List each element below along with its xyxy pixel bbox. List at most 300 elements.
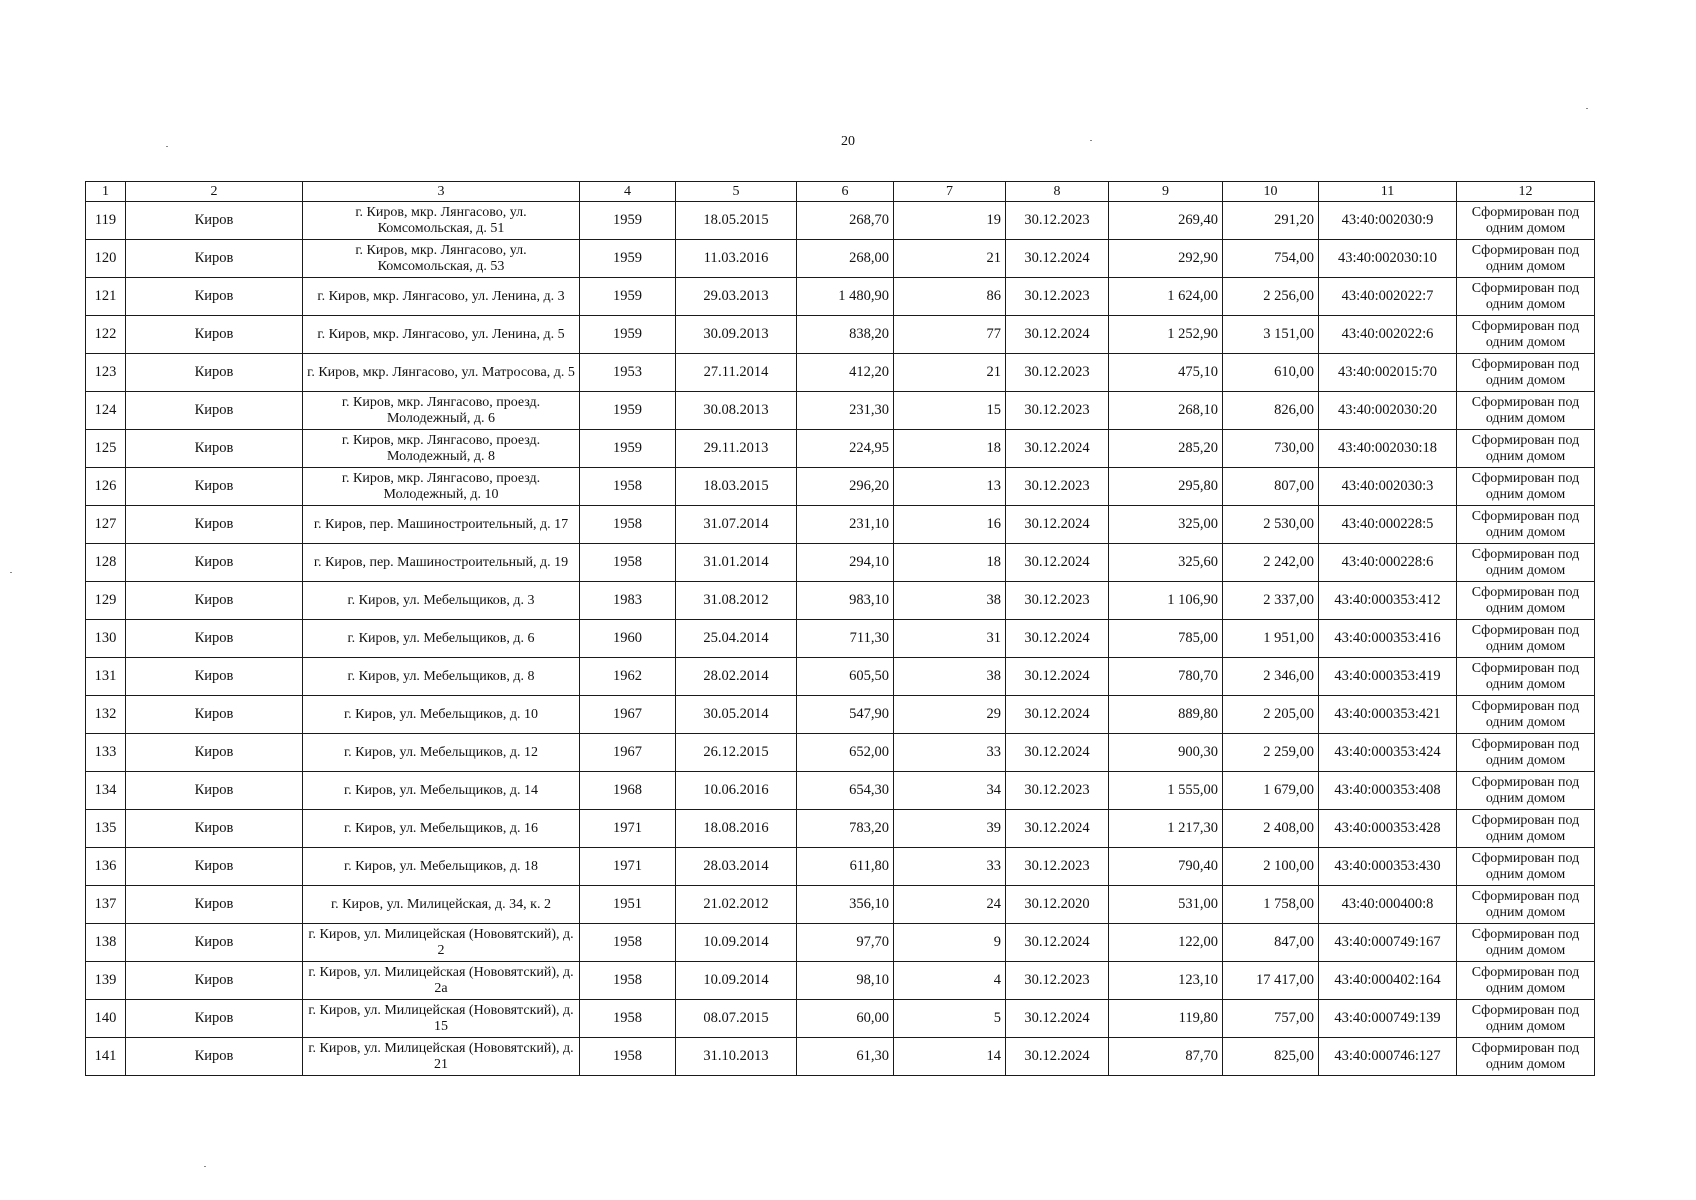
year-built-cell: 1959 xyxy=(580,240,676,278)
city-cell: Киров xyxy=(126,696,303,734)
status-cell: Сформирован под одним домом xyxy=(1457,962,1595,1000)
date-cell: 31.10.2013 xyxy=(676,1038,797,1076)
column-header: 5 xyxy=(676,182,797,202)
residents-cell: 4 xyxy=(894,962,1006,1000)
area-total-cell: 269,40 xyxy=(1109,202,1223,240)
table-row xyxy=(86,316,1595,354)
planned-date-cell: 30.12.2024 xyxy=(1006,430,1109,468)
date-cell: 30.08.2013 xyxy=(676,392,797,430)
row-number-cell: 137 xyxy=(86,886,126,924)
area-cell: 711,30 xyxy=(797,620,894,658)
residents-cell: 39 xyxy=(894,810,1006,848)
area-total-cell: 1 217,30 xyxy=(1109,810,1223,848)
planned-date-cell: 30.12.2023 xyxy=(1006,962,1109,1000)
area-cell: 783,20 xyxy=(797,810,894,848)
cadastral-number-cell: 43:40:000749:167 xyxy=(1319,924,1457,962)
address-cell: г. Киров, мкр. Лянгасово, ул. Комсомольская, д. 53 xyxy=(303,240,580,278)
residents-cell: 15 xyxy=(894,392,1006,430)
residents-cell: 5 xyxy=(894,1000,1006,1038)
planned-date-cell: 30.12.2024 xyxy=(1006,696,1109,734)
address-cell: г. Киров, ул. Мебельщиков, д. 16 xyxy=(303,810,580,848)
cadastral-number-cell: 43:40:000353:428 xyxy=(1319,810,1457,848)
date-cell: 18.05.2015 xyxy=(676,202,797,240)
residents-cell: 19 xyxy=(894,202,1006,240)
cadastral-number-cell: 43:40:000400:8 xyxy=(1319,886,1457,924)
area-cell: 654,30 xyxy=(797,772,894,810)
date-cell: 30.09.2013 xyxy=(676,316,797,354)
land-area-cell: 3 151,00 xyxy=(1223,316,1319,354)
year-built-cell: 1958 xyxy=(580,506,676,544)
area-cell: 605,50 xyxy=(797,658,894,696)
cadastral-number-cell: 43:40:002022:6 xyxy=(1319,316,1457,354)
area-cell: 1 480,90 xyxy=(797,278,894,316)
table-row xyxy=(86,430,1595,468)
planned-date-cell: 30.12.2024 xyxy=(1006,658,1109,696)
row-number-cell: 136 xyxy=(86,848,126,886)
year-built-cell: 1958 xyxy=(580,1038,676,1076)
city-cell: Киров xyxy=(126,848,303,886)
status-cell: Сформирован под одним домом xyxy=(1457,886,1595,924)
residents-cell: 34 xyxy=(894,772,1006,810)
land-area-cell: 2 205,00 xyxy=(1223,696,1319,734)
cadastral-number-cell: 43:40:000746:127 xyxy=(1319,1038,1457,1076)
land-area-cell: 17 417,00 xyxy=(1223,962,1319,1000)
planned-date-cell: 30.12.2023 xyxy=(1006,772,1109,810)
area-total-cell: 87,70 xyxy=(1109,1038,1223,1076)
address-cell: г. Киров, ул. Мебельщиков, д. 14 xyxy=(303,772,580,810)
cadastral-number-cell: 43:40:002030:20 xyxy=(1319,392,1457,430)
area-total-cell: 295,80 xyxy=(1109,468,1223,506)
column-header: 8 xyxy=(1006,182,1109,202)
date-cell: 30.05.2014 xyxy=(676,696,797,734)
address-cell: г. Киров, ул. Милицейская (Нововятский), д. 21 xyxy=(303,1038,580,1076)
residents-cell: 33 xyxy=(894,734,1006,772)
residents-cell: 77 xyxy=(894,316,1006,354)
row-number-cell: 120 xyxy=(86,240,126,278)
address-cell: г. Киров, ул. Милицейская (Нововятский), д. 2а xyxy=(303,962,580,1000)
city-cell: Киров xyxy=(126,544,303,582)
scan-speck xyxy=(204,1166,206,1167)
date-cell: 10.09.2014 xyxy=(676,962,797,1000)
land-area-cell: 2 100,00 xyxy=(1223,848,1319,886)
date-cell: 31.07.2014 xyxy=(676,506,797,544)
city-cell: Киров xyxy=(126,772,303,810)
year-built-cell: 1958 xyxy=(580,468,676,506)
area-cell: 61,30 xyxy=(797,1038,894,1076)
status-cell: Сформирован под одним домом xyxy=(1457,810,1595,848)
status-cell: Сформирован под одним домом xyxy=(1457,392,1595,430)
city-cell: Киров xyxy=(126,316,303,354)
row-number-cell: 131 xyxy=(86,658,126,696)
area-cell: 356,10 xyxy=(797,886,894,924)
year-built-cell: 1960 xyxy=(580,620,676,658)
land-area-cell: 2 337,00 xyxy=(1223,582,1319,620)
residents-cell: 9 xyxy=(894,924,1006,962)
status-cell: Сформирован под одним домом xyxy=(1457,316,1595,354)
land-area-cell: 754,00 xyxy=(1223,240,1319,278)
row-number-cell: 127 xyxy=(86,506,126,544)
cadastral-number-cell: 43:40:000402:164 xyxy=(1319,962,1457,1000)
status-cell: Сформирован под одним домом xyxy=(1457,772,1595,810)
table-row xyxy=(86,848,1595,886)
year-built-cell: 1958 xyxy=(580,962,676,1000)
planned-date-cell: 30.12.2023 xyxy=(1006,582,1109,620)
city-cell: Киров xyxy=(126,430,303,468)
column-header: 3 xyxy=(303,182,580,202)
area-cell: 412,20 xyxy=(797,354,894,392)
cadastral-number-cell: 43:40:002022:7 xyxy=(1319,278,1457,316)
cadastral-number-cell: 43:40:000353:412 xyxy=(1319,582,1457,620)
land-area-cell: 2 530,00 xyxy=(1223,506,1319,544)
address-cell: г. Киров, пер. Машиностроительный, д. 19 xyxy=(303,544,580,582)
planned-date-cell: 30.12.2024 xyxy=(1006,924,1109,962)
date-cell: 18.08.2016 xyxy=(676,810,797,848)
land-area-cell: 730,00 xyxy=(1223,430,1319,468)
city-cell: Киров xyxy=(126,1038,303,1076)
row-number-cell: 133 xyxy=(86,734,126,772)
table-row xyxy=(86,734,1595,772)
status-cell: Сформирован под одним домом xyxy=(1457,924,1595,962)
year-built-cell: 1959 xyxy=(580,202,676,240)
area-total-cell: 790,40 xyxy=(1109,848,1223,886)
planned-date-cell: 30.12.2023 xyxy=(1006,354,1109,392)
area-total-cell: 889,80 xyxy=(1109,696,1223,734)
planned-date-cell: 30.12.2023 xyxy=(1006,202,1109,240)
address-cell: г. Киров, ул. Милицейская (Нововятский), д. 15 xyxy=(303,1000,580,1038)
status-cell: Сформирован под одним домом xyxy=(1457,658,1595,696)
row-number-cell: 121 xyxy=(86,278,126,316)
city-cell: Киров xyxy=(126,354,303,392)
land-area-cell: 2 256,00 xyxy=(1223,278,1319,316)
row-number-cell: 135 xyxy=(86,810,126,848)
planned-date-cell: 30.12.2024 xyxy=(1006,1000,1109,1038)
cadastral-number-cell: 43:40:000353:421 xyxy=(1319,696,1457,734)
row-number-cell: 129 xyxy=(86,582,126,620)
address-cell: г. Киров, мкр. Лянгасово, проезд. Молодежный, д. 10 xyxy=(303,468,580,506)
address-cell: г. Киров, мкр. Лянгасово, проезд. Молодежный, д. 8 xyxy=(303,430,580,468)
area-total-cell: 1 624,00 xyxy=(1109,278,1223,316)
area-cell: 231,10 xyxy=(797,506,894,544)
city-cell: Киров xyxy=(126,202,303,240)
planned-date-cell: 30.12.2024 xyxy=(1006,620,1109,658)
planned-date-cell: 30.12.2024 xyxy=(1006,506,1109,544)
table-row xyxy=(86,962,1595,1000)
table-row xyxy=(86,392,1595,430)
city-cell: Киров xyxy=(126,582,303,620)
cadastral-number-cell: 43:40:000749:139 xyxy=(1319,1000,1457,1038)
row-number-cell: 128 xyxy=(86,544,126,582)
status-cell: Сформирован под одним домом xyxy=(1457,278,1595,316)
status-cell: Сформирован под одним домом xyxy=(1457,506,1595,544)
status-cell: Сформирован под одним домом xyxy=(1457,696,1595,734)
status-cell: Сформирован под одним домом xyxy=(1457,202,1595,240)
planned-date-cell: 30.12.2023 xyxy=(1006,392,1109,430)
date-cell: 10.06.2016 xyxy=(676,772,797,810)
scan-speck xyxy=(1586,108,1588,109)
table-row xyxy=(86,354,1595,392)
planned-date-cell: 30.12.2024 xyxy=(1006,240,1109,278)
table-row xyxy=(86,240,1595,278)
address-cell: г. Киров, ул. Милицейская (Нововятский), д. 2 xyxy=(303,924,580,962)
row-number-cell: 123 xyxy=(86,354,126,392)
city-cell: Киров xyxy=(126,962,303,1000)
cadastral-number-cell: 43:40:000353:408 xyxy=(1319,772,1457,810)
status-cell: Сформирован под одним домом xyxy=(1457,544,1595,582)
planned-date-cell: 30.12.2024 xyxy=(1006,810,1109,848)
area-cell: 611,80 xyxy=(797,848,894,886)
date-cell: 08.07.2015 xyxy=(676,1000,797,1038)
date-cell: 25.04.2014 xyxy=(676,620,797,658)
city-cell: Киров xyxy=(126,658,303,696)
city-cell: Киров xyxy=(126,1000,303,1038)
land-area-cell: 1 758,00 xyxy=(1223,886,1319,924)
address-cell: г. Киров, ул. Мебельщиков, д. 18 xyxy=(303,848,580,886)
area-cell: 294,10 xyxy=(797,544,894,582)
land-area-cell: 2 408,00 xyxy=(1223,810,1319,848)
status-cell: Сформирован под одним домом xyxy=(1457,848,1595,886)
address-cell: г. Киров, ул. Мебельщиков, д. 8 xyxy=(303,658,580,696)
city-cell: Киров xyxy=(126,506,303,544)
area-total-cell: 785,00 xyxy=(1109,620,1223,658)
address-cell: г. Киров, пер. Машиностроительный, д. 17 xyxy=(303,506,580,544)
table-row xyxy=(86,544,1595,582)
area-cell: 838,20 xyxy=(797,316,894,354)
column-header: 4 xyxy=(580,182,676,202)
year-built-cell: 1959 xyxy=(580,392,676,430)
scan-speck xyxy=(166,146,168,147)
year-built-cell: 1971 xyxy=(580,810,676,848)
year-built-cell: 1968 xyxy=(580,772,676,810)
address-cell: г. Киров, мкр. Лянгасово, ул. Комсомольская, д. 51 xyxy=(303,202,580,240)
date-cell: 26.12.2015 xyxy=(676,734,797,772)
table-row xyxy=(86,582,1595,620)
table-row xyxy=(86,696,1595,734)
residents-cell: 21 xyxy=(894,354,1006,392)
area-cell: 268,70 xyxy=(797,202,894,240)
area-total-cell: 119,80 xyxy=(1109,1000,1223,1038)
area-cell: 231,30 xyxy=(797,392,894,430)
table-row xyxy=(86,924,1595,962)
city-cell: Киров xyxy=(126,620,303,658)
city-cell: Киров xyxy=(126,886,303,924)
city-cell: Киров xyxy=(126,734,303,772)
land-area-cell: 2 259,00 xyxy=(1223,734,1319,772)
row-number-cell: 132 xyxy=(86,696,126,734)
cadastral-number-cell: 43:40:002030:18 xyxy=(1319,430,1457,468)
residents-cell: 33 xyxy=(894,848,1006,886)
land-area-cell: 1 679,00 xyxy=(1223,772,1319,810)
area-total-cell: 1 252,90 xyxy=(1109,316,1223,354)
year-built-cell: 1958 xyxy=(580,544,676,582)
table-row xyxy=(86,468,1595,506)
area-cell: 547,90 xyxy=(797,696,894,734)
date-cell: 28.03.2014 xyxy=(676,848,797,886)
area-total-cell: 780,70 xyxy=(1109,658,1223,696)
row-number-cell: 126 xyxy=(86,468,126,506)
planned-date-cell: 30.12.2023 xyxy=(1006,848,1109,886)
year-built-cell: 1953 xyxy=(580,354,676,392)
table-row xyxy=(86,620,1595,658)
land-area-cell: 2 242,00 xyxy=(1223,544,1319,582)
table-row xyxy=(86,202,1595,240)
land-area-cell: 825,00 xyxy=(1223,1038,1319,1076)
residents-cell: 21 xyxy=(894,240,1006,278)
year-built-cell: 1959 xyxy=(580,316,676,354)
table-row xyxy=(86,658,1595,696)
area-cell: 97,70 xyxy=(797,924,894,962)
year-built-cell: 1983 xyxy=(580,582,676,620)
land-area-cell: 826,00 xyxy=(1223,392,1319,430)
status-cell: Сформирован под одним домом xyxy=(1457,354,1595,392)
table-row xyxy=(86,886,1595,924)
area-cell: 224,95 xyxy=(797,430,894,468)
residents-cell: 29 xyxy=(894,696,1006,734)
column-header: 7 xyxy=(894,182,1006,202)
residents-cell: 14 xyxy=(894,1038,1006,1076)
status-cell: Сформирован под одним домом xyxy=(1457,1038,1595,1076)
area-cell: 268,00 xyxy=(797,240,894,278)
date-cell: 27.11.2014 xyxy=(676,354,797,392)
row-number-cell: 134 xyxy=(86,772,126,810)
area-total-cell: 285,20 xyxy=(1109,430,1223,468)
column-header: 1 xyxy=(86,182,126,202)
column-header: 9 xyxy=(1109,182,1223,202)
row-number-cell: 122 xyxy=(86,316,126,354)
row-number-cell: 141 xyxy=(86,1038,126,1076)
cadastral-number-cell: 43:40:000353:424 xyxy=(1319,734,1457,772)
column-header: 11 xyxy=(1319,182,1457,202)
area-cell: 652,00 xyxy=(797,734,894,772)
year-built-cell: 1958 xyxy=(580,1000,676,1038)
row-number-cell: 139 xyxy=(86,962,126,1000)
row-number-cell: 138 xyxy=(86,924,126,962)
address-cell: г. Киров, ул. Мебельщиков, д. 3 xyxy=(303,582,580,620)
city-cell: Киров xyxy=(126,468,303,506)
area-total-cell: 325,60 xyxy=(1109,544,1223,582)
housing-registry-table xyxy=(85,181,1595,1076)
cadastral-number-cell: 43:40:000228:6 xyxy=(1319,544,1457,582)
row-number-cell: 125 xyxy=(86,430,126,468)
column-header: 12 xyxy=(1457,182,1595,202)
date-cell: 28.02.2014 xyxy=(676,658,797,696)
cadastral-number-cell: 43:40:000353:416 xyxy=(1319,620,1457,658)
table-row xyxy=(86,506,1595,544)
cadastral-number-cell: 43:40:002030:3 xyxy=(1319,468,1457,506)
residents-cell: 18 xyxy=(894,544,1006,582)
year-built-cell: 1959 xyxy=(580,278,676,316)
status-cell: Сформирован под одним домом xyxy=(1457,430,1595,468)
address-cell: г. Киров, мкр. Лянгасово, проезд. Молодежный, д. 6 xyxy=(303,392,580,430)
area-total-cell: 475,10 xyxy=(1109,354,1223,392)
planned-date-cell: 30.12.2020 xyxy=(1006,886,1109,924)
area-total-cell: 123,10 xyxy=(1109,962,1223,1000)
date-cell: 10.09.2014 xyxy=(676,924,797,962)
address-cell: г. Киров, ул. Мебельщиков, д. 12 xyxy=(303,734,580,772)
date-cell: 21.02.2012 xyxy=(676,886,797,924)
table-row xyxy=(86,1000,1595,1038)
planned-date-cell: 30.12.2024 xyxy=(1006,316,1109,354)
area-total-cell: 1 106,90 xyxy=(1109,582,1223,620)
area-total-cell: 1 555,00 xyxy=(1109,772,1223,810)
address-cell: г. Киров, мкр. Лянгасово, ул. Матросова, д. 5 xyxy=(303,354,580,392)
cadastral-number-cell: 43:40:002030:9 xyxy=(1319,202,1457,240)
cadastral-number-cell: 43:40:002015:70 xyxy=(1319,354,1457,392)
area-total-cell: 122,00 xyxy=(1109,924,1223,962)
cadastral-number-cell: 43:40:000228:5 xyxy=(1319,506,1457,544)
page-number: 20 xyxy=(841,134,855,149)
column-number-row xyxy=(86,182,1595,202)
year-built-cell: 1967 xyxy=(580,696,676,734)
address-cell: г. Киров, мкр. Лянгасово, ул. Ленина, д. 5 xyxy=(303,316,580,354)
area-total-cell: 900,30 xyxy=(1109,734,1223,772)
status-cell: Сформирован под одним домом xyxy=(1457,240,1595,278)
area-cell: 98,10 xyxy=(797,962,894,1000)
planned-date-cell: 30.12.2024 xyxy=(1006,1038,1109,1076)
planned-date-cell: 30.12.2023 xyxy=(1006,278,1109,316)
row-number-cell: 119 xyxy=(86,202,126,240)
city-cell: Киров xyxy=(126,810,303,848)
date-cell: 18.03.2015 xyxy=(676,468,797,506)
residents-cell: 16 xyxy=(894,506,1006,544)
address-cell: г. Киров, ул. Мебельщиков, д. 6 xyxy=(303,620,580,658)
address-cell: г. Киров, ул. Мебельщиков, д. 10 xyxy=(303,696,580,734)
city-cell: Киров xyxy=(126,278,303,316)
planned-date-cell: 30.12.2023 xyxy=(1006,468,1109,506)
cadastral-number-cell: 43:40:000353:430 xyxy=(1319,848,1457,886)
residents-cell: 38 xyxy=(894,658,1006,696)
year-built-cell: 1962 xyxy=(580,658,676,696)
date-cell: 11.03.2016 xyxy=(676,240,797,278)
year-built-cell: 1971 xyxy=(580,848,676,886)
area-cell: 983,10 xyxy=(797,582,894,620)
status-cell: Сформирован под одним домом xyxy=(1457,582,1595,620)
land-area-cell: 1 951,00 xyxy=(1223,620,1319,658)
scan-speck xyxy=(10,572,12,573)
residents-cell: 31 xyxy=(894,620,1006,658)
land-area-cell: 291,20 xyxy=(1223,202,1319,240)
date-cell: 31.08.2012 xyxy=(676,582,797,620)
residents-cell: 86 xyxy=(894,278,1006,316)
residents-cell: 38 xyxy=(894,582,1006,620)
land-area-cell: 807,00 xyxy=(1223,468,1319,506)
date-cell: 31.01.2014 xyxy=(676,544,797,582)
address-cell: г. Киров, мкр. Лянгасово, ул. Ленина, д. 3 xyxy=(303,278,580,316)
column-header: 6 xyxy=(797,182,894,202)
column-header: 2 xyxy=(126,182,303,202)
table-row xyxy=(86,810,1595,848)
cadastral-number-cell: 43:40:000353:419 xyxy=(1319,658,1457,696)
column-header: 10 xyxy=(1223,182,1319,202)
city-cell: Киров xyxy=(126,240,303,278)
table-row xyxy=(86,772,1595,810)
date-cell: 29.03.2013 xyxy=(676,278,797,316)
residents-cell: 13 xyxy=(894,468,1006,506)
status-cell: Сформирован под одним домом xyxy=(1457,734,1595,772)
row-number-cell: 124 xyxy=(86,392,126,430)
planned-date-cell: 30.12.2024 xyxy=(1006,544,1109,582)
residents-cell: 24 xyxy=(894,886,1006,924)
year-built-cell: 1958 xyxy=(580,924,676,962)
date-cell: 29.11.2013 xyxy=(676,430,797,468)
scan-speck xyxy=(1090,140,1092,141)
area-total-cell: 268,10 xyxy=(1109,392,1223,430)
residents-cell: 18 xyxy=(894,430,1006,468)
table-row xyxy=(86,278,1595,316)
area-total-cell: 325,00 xyxy=(1109,506,1223,544)
city-cell: Киров xyxy=(126,392,303,430)
status-cell: Сформирован под одним домом xyxy=(1457,468,1595,506)
area-total-cell: 292,90 xyxy=(1109,240,1223,278)
